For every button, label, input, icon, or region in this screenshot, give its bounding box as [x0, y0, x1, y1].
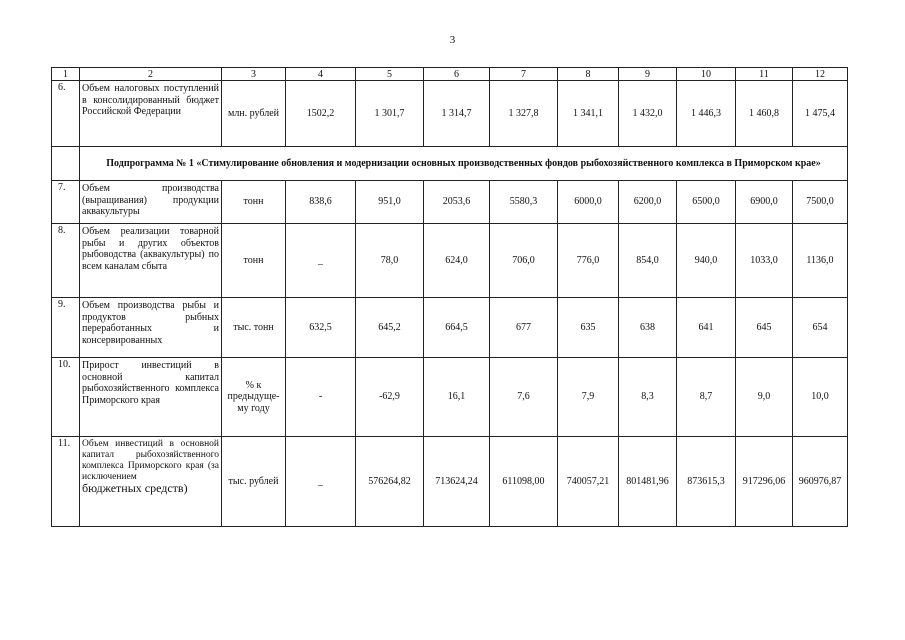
page-number: 3: [449, 34, 456, 46]
column-header: 1: [52, 68, 80, 81]
column-header: 10: [677, 68, 736, 81]
value-cell: 9,0: [736, 358, 793, 437]
value-cell: 1 432,0: [619, 81, 677, 147]
value-cell: 7,6: [490, 358, 558, 437]
value-cell: 641: [677, 298, 736, 358]
value-cell: 78,0: [356, 224, 424, 298]
column-header: 3: [222, 68, 286, 81]
table-row: [52, 358, 848, 437]
value-cell: 960976,87: [793, 437, 848, 527]
section-row: [52, 147, 848, 181]
value-cell: 8,7: [677, 358, 736, 437]
value-cell: 2053,6: [424, 181, 490, 224]
column-header: 5: [356, 68, 424, 81]
value-cell: 713624,24: [424, 437, 490, 527]
column-header: 9: [619, 68, 677, 81]
indicator-name: Объем налоговых поступлений в консолидированный бюджет Российской Федерации: [80, 81, 222, 147]
section-number-cell: [52, 147, 80, 181]
value-cell: 740057,21: [558, 437, 619, 527]
value-cell: 1 475,4: [793, 81, 848, 147]
value-cell: 645,2: [356, 298, 424, 358]
indicator-name: Объем реализации товарной рыбы и других объектов рыбоводства (аквакультуры) по всем каналам сбыта: [80, 224, 222, 298]
value-cell: 776,0: [558, 224, 619, 298]
table-row: [52, 181, 848, 224]
value-cell: 1502,2: [286, 81, 356, 147]
value-cell: 1 327,8: [490, 81, 558, 147]
value-cell: -: [286, 358, 356, 437]
unit-cell: % к предыдуще-му году: [222, 358, 286, 437]
unit-cell: тыс. рублей: [222, 437, 286, 527]
value-cell: 10,0: [793, 358, 848, 437]
unit-cell: тонн: [222, 224, 286, 298]
value-cell: 838,6: [286, 181, 356, 224]
value-cell: 576264,82: [356, 437, 424, 527]
value-cell: 801481,96: [619, 437, 677, 527]
unit-cell: тыс. тонн: [222, 298, 286, 358]
value-cell: _: [286, 437, 356, 527]
value-cell: 706,0: [490, 224, 558, 298]
value-cell: 645: [736, 298, 793, 358]
value-cell: 632,5: [286, 298, 356, 358]
column-header: 12: [793, 68, 848, 81]
row-number: 9.: [52, 298, 80, 358]
value-cell: 677: [490, 298, 558, 358]
value-cell: 1 460,8: [736, 81, 793, 147]
value-cell: 654: [793, 298, 848, 358]
indicator-name-cell: [80, 437, 222, 527]
value-cell: 624,0: [424, 224, 490, 298]
indicators-table: [51, 67, 848, 527]
row-number: 8.: [52, 224, 80, 298]
column-header: 2: [80, 68, 222, 81]
table-row: [52, 298, 848, 358]
value-cell: 1 314,7: [424, 81, 490, 147]
column-header: 8: [558, 68, 619, 81]
value-cell: -62,9: [356, 358, 424, 437]
value-cell: 1 341,1: [558, 81, 619, 147]
value-cell: 638: [619, 298, 677, 358]
value-cell: 7,9: [558, 358, 619, 437]
table-row: [52, 224, 848, 298]
value-cell: _: [286, 224, 356, 298]
value-cell: 940,0: [677, 224, 736, 298]
value-cell: 611098,00: [490, 437, 558, 527]
value-cell: 854,0: [619, 224, 677, 298]
indicator-name-tail: бюджетных средств): [82, 481, 188, 495]
section-title: Подпрограмма № 1 «Стимулирование обновления и модернизации основных производственных фондов рыбохозяйственного комплекса в Приморском крае»: [80, 147, 848, 181]
value-cell: 16,1: [424, 358, 490, 437]
column-header: 6: [424, 68, 490, 81]
row-number: 6.: [52, 81, 80, 147]
row-number: 7.: [52, 181, 80, 224]
indicator-name: Объем производства рыбы и продуктов рыбных переработанных и консервированных: [80, 298, 222, 358]
value-cell: 1033,0: [736, 224, 793, 298]
table-row: [52, 81, 848, 147]
value-cell: 1 301,7: [356, 81, 424, 147]
indicator-name: Объем инвестиций в основной капитал рыбохозяйственного комплекса Приморского края (за исключением: [82, 439, 219, 482]
value-cell: 6200,0: [619, 181, 677, 224]
value-cell: 6900,0: [736, 181, 793, 224]
indicator-name: Прирост инвестиций в основной капитал рыбохозяйственного комплекса Приморского края: [80, 358, 222, 437]
indicator-name: Объем производства (выращивания) продукции аквакультуры: [80, 181, 222, 224]
value-cell: 8,3: [619, 358, 677, 437]
table-header-row: [52, 68, 848, 81]
unit-cell: млн. рублей: [222, 81, 286, 147]
value-cell: 7500,0: [793, 181, 848, 224]
value-cell: 1136,0: [793, 224, 848, 298]
table-row: [52, 437, 848, 527]
column-header: 4: [286, 68, 356, 81]
value-cell: 6500,0: [677, 181, 736, 224]
column-header: 11: [736, 68, 793, 81]
value-cell: 664,5: [424, 298, 490, 358]
unit-cell: тонн: [222, 181, 286, 224]
value-cell: 873615,3: [677, 437, 736, 527]
column-header: 7: [490, 68, 558, 81]
value-cell: 635: [558, 298, 619, 358]
value-cell: 6000,0: [558, 181, 619, 224]
row-number: 10.: [52, 358, 80, 437]
row-number: 11.: [52, 437, 80, 527]
value-cell: 951,0: [356, 181, 424, 224]
value-cell: 5580,3: [490, 181, 558, 224]
value-cell: 917296,06: [736, 437, 793, 527]
value-cell: 1 446,3: [677, 81, 736, 147]
